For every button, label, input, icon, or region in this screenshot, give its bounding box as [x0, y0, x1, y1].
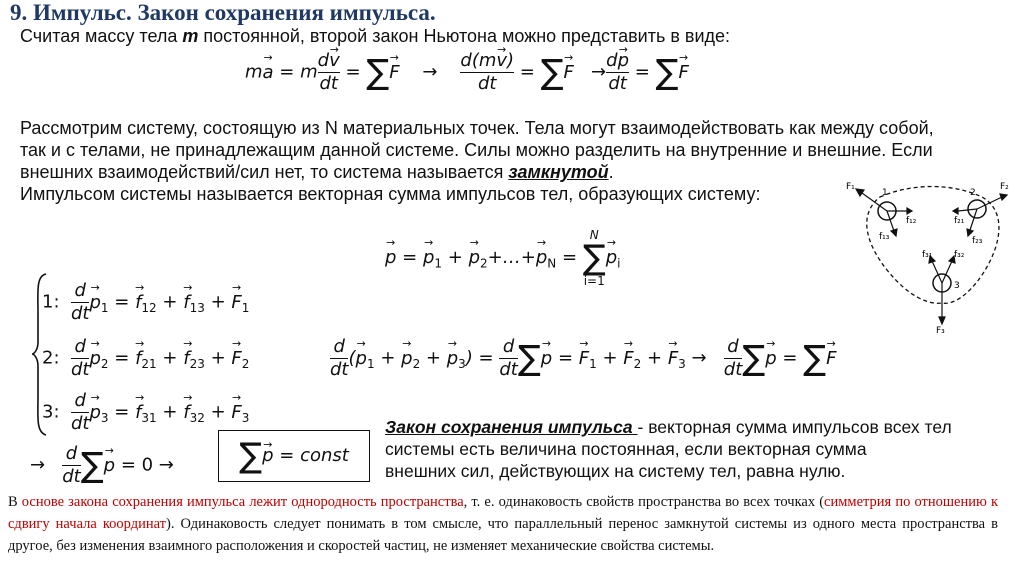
newton-law-formula: ma → = m $\frac{dv \to}{dt}$ = ∑F → → $\frac{d(mv \to)}{dt}$ = ∑F → → $\frac{dp \to}{dt}$ = ∑F →	[245, 50, 689, 95]
conservation-law-text: Закон сохранения импульса - векторная сумма импульсов всех тел системы есть величина постоянная, если векторная сумма внешних сил, действующих на систему тел, равна нулю.	[385, 417, 952, 481]
label-2: 2	[970, 188, 976, 198]
label-f32: f₃₂	[954, 250, 965, 260]
equation-3: 3: $\frac{d}{dt}$ $p \to_3 = f \to_{31} + f \to_{32} + F \to_3$	[42, 390, 249, 435]
conservation-formula: → $\frac{d}{dt}$ ∑p → = 0 →	[30, 443, 174, 488]
label-F3: F₃	[936, 326, 945, 335]
slide-title: 9. Импульс. Закон сохранения импульса.	[10, 0, 436, 25]
label-f12: f₁₂	[906, 216, 917, 226]
label-f23: f₂₃	[972, 236, 983, 246]
label-1: 1	[882, 188, 888, 198]
label-f31: f₃₁	[922, 250, 933, 260]
label-f13: f₁₃	[879, 232, 890, 242]
combined-equation: $\frac{d}{dt}$ $(p \to_1 + p \to_2 + p \to_3)$ = $\frac{d}{dt}$ ∑p → = $F \to_1 + F \to_2 + F \to_3$ → $\frac{d}{dt}$ ∑p → = ∑F →	[330, 336, 836, 381]
footer-paragraph: В основе закона сохранения импульса лежит однородность пространства, т. е. одинаковость свойств пространства во всех точках (симметрия по отношению к сдвигу начала координат). Одинаковость следует понимать в том смысле, что параллельный перенос замкнутой системы из одного места пространства в другое, без изменения взаимного расположения и скоростей частиц, не изменяет механические свойства системы.	[8, 494, 998, 554]
label-3: 3	[954, 281, 960, 291]
system-paragraph: Рассмотрим систему, состоящую из N материальных точек. Тела могут взаимодействовать как между собой, так и с телами, не принадлежащим данной системе. Силы можно разделить на внутренние и внешние. Если внешних взаимодействий/сил нет, то система называется замкнутой. Импульсом системы называется векторная сумма импульсов тел, образующих систему:	[20, 118, 934, 204]
equation-1: 1: $\frac{d}{dt}$ $p \to_1 = f \to_{12} + f \to_{13} + F \to_1$	[42, 280, 249, 325]
label-f21: f₂₁	[954, 216, 965, 226]
equation-2: 2: $\frac{d}{dt}$ $p \to_2 = f \to_{21} + f \to_{23} + F \to_2$	[42, 336, 249, 381]
closed-system-diagram	[842, 175, 1014, 335]
label-F1: F₁	[846, 182, 855, 192]
conservation-box: ∑p → = const	[218, 430, 370, 482]
momentum-sum-formula: p → = $p \to_1 + p$ $\to_2+\dots+p \to_N$ = N ∑ i=1 $p \to_i$	[385, 228, 620, 288]
intro-text: Считая массу тела m постоянной, второй закон Ньютона можно представить в виде:	[20, 26, 731, 46]
label-F2: F₂	[1000, 182, 1009, 192]
